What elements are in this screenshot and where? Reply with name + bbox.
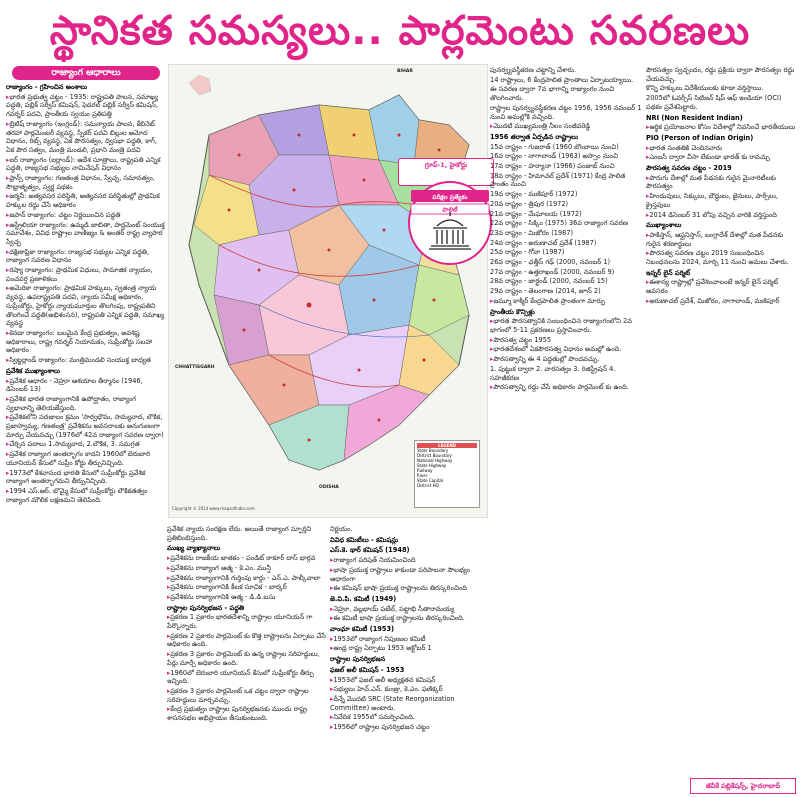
paragraph: ▸ నెహ్రూ, వల్లభాయ్ పటేల్, పట్టాభి సీతారామయ్య — [330, 605, 488, 614]
paragraph: ▸ స్విట్జర్లాండ్ రాజ్యాంగం: మంత్రిమండలి సంయుక్త బాధ్యత — [6, 356, 166, 365]
paragraph: ▸ ఆంధ్ర రాష్ట్ర ఏర్పాటు 1953 అక్టోబర్ 1 — [330, 644, 488, 653]
paragraph: ▸ పౌరసత్వ చట్టం 1955 — [490, 336, 642, 345]
paragraph: 16వ రాష్ట్రం - నాగాలాండ్ (1963) అస్సాం నుంచి — [490, 152, 618, 161]
paragraph: ▸ ఈ కమిషన్ భాషా ప్రయుక్త రాష్ట్రాలను తిరస్కరించింది — [330, 584, 488, 593]
paragraph: పునర్వ్యవస్థీకరణ చట్టాన్ని చేశారు. — [490, 66, 576, 74]
column-4-body — [646, 66, 796, 306]
section-heading: రాజ్యాంగ ఆధారాలు — [12, 66, 160, 80]
paragraph: ▸ భారత సంతతికి చెందినవారు — [646, 144, 796, 153]
paragraph: ▸ రష్యా రాజ్యాంగం: ప్రాథమిక విధులు, సామాజిక న్యాయం, పంచవర్ష ప్రణాళికలు — [6, 266, 166, 283]
map-label-north: BIHAR — [397, 69, 413, 74]
paragraph: ▸ పౌరసత్వాన్ని రద్దు చేసే అధికారం పార్లమెంట్ కు ఉంది. — [490, 383, 642, 392]
paragraph: ▸ చేర్చిన పదాలు 1.సామ్యవాద, 2.లౌకిక, 3. సమగ్రత — [6, 440, 166, 449]
paragraph: ▸ ఈశాన్య రాష్ట్రాల్లో ప్రవేశించాలంటే ఇన్నర్ లైన్ పర్మిట్ అవసరం — [646, 278, 796, 295]
paragraph: ▸ ప్రవేశిక రాజ్యాంగ అంతర్భాగం కాదని 1960లో బెరుబారి యూనియన్ కేసులో సుప్రీం కోర్టు తీర్పునిచ్చింది. — [6, 450, 166, 467]
paragraph: ▸ జమ్మూ కాశ్మీర్ కేంద్రపాలిత ప్రాంతంగా మార్పు — [490, 297, 642, 306]
paragraph: ▸ 1973లో కేశవానంద భారతి కేసులో సుప్రీంకోర్టు ప్రవేశిక రాజ్యాంగ అంతర్భాగమని తీర్పునిచ్చింది. — [6, 469, 166, 486]
paragraph: ▸ మొదటి ముఖ్యమంత్రి నీలం సంజీవరెడ్డి — [490, 122, 642, 131]
subheading: ఫజల్ అలీ కమిషన్ - 1953 — [330, 665, 405, 674]
map-legend — [414, 440, 480, 508]
column-1 — [6, 66, 166, 746]
subheading: రాష్ట్రాల పునర్విభజన — [330, 655, 386, 664]
column-4 — [646, 66, 796, 766]
paragraph: ▸ ప్రకరణ 3 ప్రకారం పార్లమెంట్ ఒక చట్టం ద్వారా రాష్ట్రాల సరిహద్దులు మార్చవచ్చు. — [167, 687, 326, 704]
paragraph: ▸ 1956లో రాష్ట్రాల పునర్విభజన చట్టం — [330, 723, 488, 732]
publisher-credit: జీవీకే పబ్లికేషన్స్, హైదరాబాద్ — [690, 778, 796, 794]
paragraph: 24వ రాష్ట్రం - అరుణాచల్ ప్రదేశ్ (1987) — [490, 238, 597, 247]
paragraph: ▸ ఈ కమిటీ భాషా ప్రయుక్త రాష్ట్రాలను తిరస్కరించింది. — [330, 614, 488, 623]
subheading: ఇన్నర్ లైన్ పర్మిట్ — [646, 268, 691, 277]
paragraph: ▸ దీన్నే మొదటి SRC (State Reorganization Committee) అంటారు. — [330, 695, 488, 712]
paragraph: ▸ 2014 డిసెంబర్ 31 లోపు వచ్చిన వారికి వర్తిస్తుంది — [646, 211, 796, 220]
paragraph: ▸ దక్షిణాఫ్రికా రాజ్యాంగం: రాజ్యసభ సభ్యుల ఎన్నిక పద్ధతి, రాజ్యాంగ సవరణ విధానం — [6, 248, 166, 265]
map-label-west: CHHATTISGARH — [175, 365, 215, 370]
subheading: ముఖ్య వ్యాఖ్యానాలు — [167, 544, 221, 553]
paragraph: 29వ రాష్ట్రం - తెలంగాణ (2014, జూన్ 2) — [490, 287, 601, 296]
paragraph: ▸ భారతదేశంలో ఏకపౌరసత్వ విధానం అమల్లో ఉంది. — [490, 345, 642, 354]
subheading: జె.వి.పి. కమిటీ (1949) — [330, 594, 397, 603]
paragraph: ▸ హిందువులు, సిక్కులు, బౌద్ధులు, జైనులు, పార్సీలు, క్రైస్తవులు — [646, 192, 796, 209]
paragraph: ప్రవేశిక న్యాయ సంరక్షణ లేదు. అయితే రాజ్యాంగ స్ఫూర్తిని ప్రతిబింబిస్తుంది. — [167, 525, 312, 542]
paragraph: 23వ రాష్ట్రం - మిజోరం (1987) — [490, 228, 574, 237]
paragraph: నిర్ణయం. — [330, 525, 353, 533]
paragraph: 15వ రాష్ట్రం - గుజరాత్ (1960 బొంబాయి నుంచి) — [490, 142, 619, 151]
paragraph: ▸ కేంద్ర ప్రభుత్వం రాష్ట్రాల పునర్విభజనకు ముందు రాష్ట్ర శాసనసభల అభిప్రాయం తీసుకుంటుంది. — [167, 705, 326, 722]
paragraph: కొన్ని హక్కులు విదేశీయులకు కూడా వర్తిస్తాయి. — [646, 84, 764, 93]
paragraph: ▸ భాషా ప్రయుక్త రాష్ట్రాలు కాకుండా పరిపాలనా సౌలభ్యం ఆధారంగా — [330, 566, 488, 583]
column-2b-body — [330, 525, 488, 732]
paragraph: ఈ సవరణ ద్వారా 7వ భాగాన్ని రాజ్యాంగం నుంచి తొలగించారు. — [490, 85, 615, 103]
paragraph: ▸ ప్రవేశిక ఆధారం - నెహ్రూ ఆశయాల తీర్మానం (1946, డిసెంబర్ 13) — [6, 377, 166, 394]
paragraph: ▸ పౌరసత్వ సవరణ చట్టం 2019 సంబంధించిన నిబంధనలను 2024, మార్చి 11 నుంచి అమలు చేశారు. — [646, 249, 796, 266]
subheading: 1956 తర్వాత ఏర్పడిన రాష్ట్రాలు — [490, 132, 578, 141]
paragraph: 22వ రాష్ట్రం - సిక్కిం (1975) 36వ రాజ్యాంగ సవరణ — [490, 219, 629, 228]
subheading: రాజ్యాంగం - గ్రహించిన అంశాలు — [6, 83, 88, 91]
paragraph: ▸ ప్రవేశిక భారత రాజ్యాంగానికి ఉపోద్ఘాతం, రాజ్యాంగ స్వభావాన్ని తెలియజేస్తుంది. — [6, 395, 166, 412]
paragraph: ▸ ఆర్థిక ప్రయోజనాల కోసం విదేశాల్లో నివసించే భారతీయులు — [646, 123, 796, 132]
paragraph: 2005లో ఓవర్సీస్ సిటిజన్ షిప్ ఆఫ్ ఇండియా (OCI) పథకం ప్రవేశపెట్టారు. — [646, 94, 782, 111]
paragraph: 14 రాష్ట్రాలు, 6 కేంద్రపాలిత ప్రాంతాలు ఏర్పాటయ్యాయి. — [490, 75, 634, 84]
paragraph: ▸ నివేదిక 1955లో సమర్పించింది. — [330, 713, 488, 722]
paragraph: ▸ ప్రవేశికను రాజ్యాంగానికి ఆత్మ - డి.డి.బసు — [167, 593, 326, 602]
paragraph: 1. పుట్టుక ద్వారా 2. వారసత్వం 3. రిజిస్ట్రేషన్ 4. సహజీకరణ — [490, 364, 616, 382]
subheading: ప్రాంతీయ కౌన్సిళ్లు — [490, 307, 535, 316]
badge-line-2: పరీక్షల ప్రత్యేకం — [432, 194, 468, 201]
badge-line-3: పాలిటీ — [442, 206, 458, 214]
paragraph: 19వ రాష్ట్రం - మణిపూర్ (1972) — [490, 190, 578, 199]
legend-item: National Highway — [417, 458, 453, 463]
legend-item: State Capital — [417, 478, 443, 483]
paragraph: ▸ ఫ్రాన్స్ రాజ్యాంగం: గణతంత్ర విధానం, స్వేచ్ఛ, సమానత్వం, సౌభ్రాతృత్వం, స్వర్ణ పథకం — [6, 174, 166, 191]
paragraph: ▸ 1953లో రాజ్యాంగ నిపుణుల కమిటీ — [330, 635, 488, 644]
paragraph: ▸ ప్రవేశికలోని పదజాలం క్రమం 'సార్వభౌమ, సామ్యవాద, లౌకిక, ప్రజాస్వామ్య, గణతంత్ర' ప్రవేశికను అవసరాలకు అనుగుణంగా మార్పు చేయవచ్చు (1976లో 42వ రాజ్యాంగ సవరణ ద్వారా) — [6, 413, 166, 439]
paragraph: ▸ ప్రవేశికను రాజకీయ జాతకం - పండిట్ ఠాకూర్ దాస్ భార్గవ — [167, 554, 326, 563]
paragraph: ▸ సభ్యులు హెచ్.ఎన్. కుంజ్రు, కె.ఎం. ఫణిక్కర్ — [330, 685, 488, 694]
subheading: రాష్ట్రాల పునర్విభజన - పద్ధతి — [167, 603, 245, 612]
legend-item: Railway — [417, 468, 433, 473]
paragraph: ▸ జపాన్ రాజ్యాంగం: చట్టం నిర్ణయించిన పద్ధతి — [6, 211, 166, 220]
paragraph: ▸ అమెరికా రాజ్యాంగం: ప్రాథమిక హక్కులు, స్వతంత్ర న్యాయ వ్యవస్థ, ఉపరాష్ట్రపతి పదవి, న్యాయ సమీక్ష అధికారం, సుప్రీంకోర్టు, హైకోర్టు న్యాయమూర్తుల తొలగింపు, రాష్ట్రపతిని తొలగించే పద్ధతి(అభిశంసన), రాష్ట్రపతి ఎన్నిక పద్ధతి, సమాఖ్య వ్యవస్థ — [6, 284, 166, 328]
paragraph: ▸ ఐర్ రాజ్యాంగం (ఐర్లాండ్): ఆదేశ సూత్రాలు, రాష్ట్రపతి ఎన్నిక పద్ధతి, రాజ్యసభ సభ్యుల నామినేషన్ విధానం — [6, 156, 166, 173]
paragraph: ▸ పాకిస్తాన్, ఆఫ్ఘనిస్తాన్, బంగ్లాదేశ్ దేశాల్లో మత పీడనకు గురైన శరణార్థులు — [646, 231, 796, 248]
paragraph: 17వ రాష్ట్రం - హర్యానా (1966) పంజాబ్ నుంచి — [490, 162, 615, 171]
paragraph: ▸ ఎంబసీ ద్వారా వీసా లేకుండా భారత్ కు రావచ్చు — [646, 153, 796, 162]
subheading: NRI (Non Resident Indian) — [646, 113, 743, 122]
subheading: వాంఛూ కమిటీ (1953) — [330, 625, 395, 634]
paragraph: ▸ 1953లో ఫజల్ అలీ అధ్యక్షతన కమిషన్ — [330, 676, 488, 685]
column-2a — [167, 525, 326, 795]
subheading: వివిధ కమిటీలు - కమిషన్లు — [330, 535, 399, 544]
paragraph: ▸ ప్రవేశికను రాజ్యాంగానికి గుర్తింపు కార్డు - ఎన్.ఎ. పాల్కీవాలా — [167, 574, 326, 583]
paragraph: 26వ రాష్ట్రం - ఛత్తీస్ గఢ్ (2000, నవంబర్ 1) — [490, 258, 611, 267]
legend-item: State Highway — [417, 463, 447, 468]
paragraph: 20వ రాష్ట్రం - త్రిపుర (1972) — [490, 199, 569, 208]
subheading: ఎస్.కె. థార్ కమిషన్ (1948) — [330, 546, 410, 555]
paragraph: ▸ భారత పౌరసత్వానికి సంబంధించిన రాజ్యాంగంలోని 2వ భాగంలో 5-11 ప్రకరణలు ప్రస్తావించారు. — [490, 317, 642, 334]
column-2b — [330, 525, 488, 795]
paragraph: 18వ రాష్ట్రం - హిమాచల్ ప్రదేశ్ (1971) కేంద్ర పాలిత ప్రాంతం నుంచి — [490, 171, 626, 189]
paragraph: 25వ రాష్ట్రం - గోవా (1987) — [490, 248, 565, 257]
column-2a-body — [167, 525, 326, 723]
page-headline: స్థానికత సమస్యలు.. పార్లమెంటు సవరణలు — [49, 8, 751, 54]
paragraph: ▸ పొరుగు దేశాల్లో మత పీడనకు గురైన మైనారిటీలకు పౌరసత్వం — [646, 174, 796, 191]
paragraph: ▸ 1960లో బెరుబారి యూనియన్ కేసులో సుప్రీంకోర్టు తీర్పు ఇచ్చింది. — [167, 669, 326, 686]
paragraph: ▸ 1994 ఎస్.ఆర్. బొమ్మై కేసులో సుప్రీంకోర్టు లౌకికతత్వం రాజ్యాంగ మౌలిక లక్షణమని తెలిపింది. — [6, 487, 166, 504]
parliament-badge — [407, 180, 493, 266]
legend-item: State Boundary — [417, 448, 449, 453]
subheading: ప్రవేశిక ముఖ్యాంశాలు — [6, 366, 61, 375]
paragraph: ▸ అరుణాచల్ ప్రదేశ్, మిజోరం, నాగాలాండ్, మణిపూర్ — [646, 297, 796, 306]
legend-item: District HQ — [417, 483, 439, 488]
paragraph: ▸ ప్రవేశికను రాజ్యాంగానికి కీలక సూచిక - బార్కర్ — [167, 583, 326, 592]
paragraph: 27వ రాష్ట్రం - ఉత్తరాఖండ్ (2000, నవంబర్ 9) — [490, 267, 615, 276]
column-1-body — [6, 83, 166, 504]
map-label-south: ODISHA — [319, 485, 339, 490]
paragraph: రాష్ట్రాల పునర్వ్యవస్థీకరణ చట్టం 1956, 1956 నవంబర్ 1 నుంచి అమల్లోకి వచ్చింది. — [490, 103, 642, 121]
legend-items — [417, 448, 477, 488]
paragraph: ▸ జర్మనీ: అత్యవసర పరిస్థితి, అత్యవసర పరిస్థితుల్లో ప్రాథమిక హక్కుల రద్దు చేసే అధికారం — [6, 192, 166, 209]
paragraph: పౌరసత్వం స్వచ్ఛందం, రద్దు ప్రక్రియ ద్వారా పౌరసత్వం రద్దు చేయవచ్చు. — [646, 66, 795, 83]
column-3-body — [490, 66, 642, 392]
paragraph: 21వ రాష్ట్రం - మేఘాలయ (1972) — [490, 209, 582, 218]
paragraph: ▸ భారత ప్రభుత్వ చట్టం - 1935: రాష్ట్రపతి పాలన, సమాఖ్య పద్ధతి, పబ్లిక్ సర్వీస్ కమిషన్, ఫెడరల్ పబ్లిక్ సర్వీస్ కమిషన్, గవర్నర్ పదవి, ప్రాంతీయ స్వయం ప్రతిపత్తి — [6, 93, 166, 119]
paragraph: ▸ ప్రకరణ 2 ప్రకారం పార్లమెంట్ కు కొత్త రాష్ట్రాలను ఏర్పాటు చేసే అధికారం ఉంది. — [167, 632, 326, 649]
paragraph: ▸ ప్రకరణ 1 ప్రకారం భారతదేశాన్ని రాష్ట్రాల యూనియన్ గా పేర్కొన్నారు. — [167, 613, 326, 630]
column-3 — [490, 66, 642, 766]
subheading: పౌరసత్వ సవరణ చట్టం - 2019 — [646, 164, 732, 173]
paragraph: ▸ కెనడా రాజ్యాంగం: బలమైన కేంద్ర ప్రభుత్వం, అవశిష్ట అధికారాలు, రాష్ట్ర గవర్నర్ నియామకం, సుప్రీంకోర్టు సలహా అధికారం — [6, 329, 166, 355]
paragraph: ▸ రాజ్యాంగ పరిషత్ నియమించింది — [330, 556, 488, 565]
map-copyright: Copyright © 2014 www.mapsofindia.com — [172, 506, 255, 511]
paragraph: ▸ బ్రిటిష్ రాజ్యాంగం (ఇంగ్లండ్): సమన్యాయ పాలన, కేబినెట్ తరహా పార్లమెంటరీ వ్యవస్థ, స్పీకర్ పదవి బిల్లుల ఆమోద విధానం, రిట్స్ వ్యవస్థ, ఏక పౌరసత్వం, ద్విసభా పద్ధతి, కాగ్, ఏక పౌర సత్వం, మంత్రి మండలి, ప్రధాని మంత్రి పదవి — [6, 120, 166, 155]
paragraph: ▸ ఆస్ట్రేలియా రాజ్యాంగం: ఉమ్మడి జాబితా, పార్లమెంట్ సంయుక్త సమావేశం, వివిధ రాష్ట్రాల వాణిజ్యం & అంతర్ రాష్ట్ర వ్యాపార స్వేచ్ఛ — [6, 221, 166, 247]
paragraph: ▸ ప్రవేశికను రాజ్యాంగ ఆత్మ - కె.ఎం. మున్షీ — [167, 564, 326, 573]
legend-title: LEGEND — [417, 443, 477, 448]
paragraph: ▸ ప్రకరణ 3 ప్రకారం పార్లమెంట్ కు ఉన్న రాష్ట్రాల సరిహద్దులు, పేర్లు మార్చే అధికారం ఉంది. — [167, 650, 326, 667]
paragraph: 28వ రాష్ట్రం - జార్ఖండ్ (2000, నవంబర్ 15) — [490, 277, 608, 286]
subheading: ముఖ్యాంశాలు — [646, 221, 682, 230]
paragraph: ▸ పౌరసత్వాన్ని ఈ 4 పద్ధతుల్లో పొందవచ్చు. — [490, 355, 642, 364]
legend-item: District Boundary — [417, 453, 452, 458]
tag-line-1: గ్రూప్-1, హైకోర్టు — [424, 161, 468, 169]
subheading: PIO (Person of Indian Origin) — [646, 133, 754, 142]
legend-item: River — [417, 473, 428, 478]
